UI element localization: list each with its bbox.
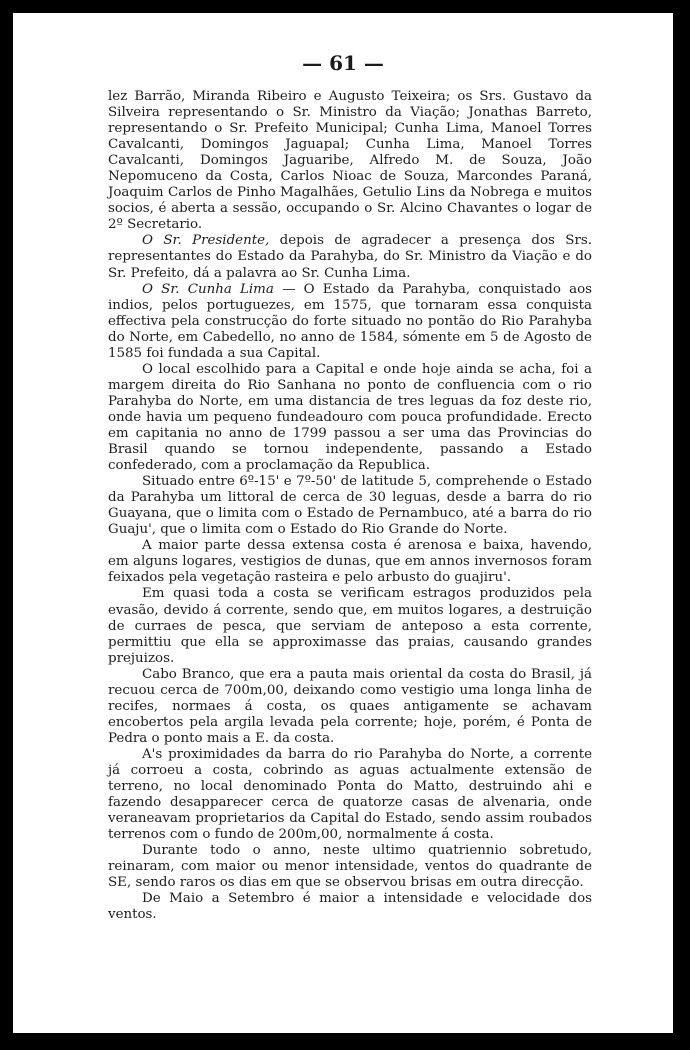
paragraph-7: Em quasi toda a costa se verificam estragos produzidos pela evasão, devido á corrente, sendo que, em muitos logares, a destruição de curraes de pesca, que serviam de anteposo a esta corrente, permittiu que ella se approximasse das praias, causando grandes prejuizos.	[108, 586, 592, 666]
paragraph-10: Durante todo o anno, neste ultimo quatriennio sobretudo, reinaram, com maior ou menor intensidade, ventos do quadrante de SE, sendo raros os dias em que se observou brisas em outra direcção.	[108, 843, 592, 891]
paragraph-5: Situado entre 6º-15' e 7º-50' de latitude 5, comprehende o Estado da Parahyba um littoral de cerca de 30 leguas, desde a barra do rio Guayana, que o limita com o Estado de Pernambuco, até a barra do rio Guaju', que o limita com o Estado do Rio Grande do Norte.	[108, 474, 592, 538]
paragraph-1: lez Barrão, Miranda Ribeiro e Augusto Teixeira; os Srs. Gustavo da Silveira representando o Sr. Ministro da Viação; Jonathas Barreto, representando o Sr. Prefeito Municipal; Cunha Lima, Manoel Torres Cavalcanti, Domingos Jaguapal; Cunha Lima, Manoel Torres Cavalcanti, Domingos Jaguaribe, Alfredo M. de Souza, João Nepomuceno da Costa, Carlos Nioac de Souza, Marcondes Paraná, Joaquim Carlos de Pinho Magalhães, Getulio Lins da Nobrega e muitos socios, é aberta a sessão, occupando o Sr. Alcino Chavantes o logar de 2º Secretario.	[108, 89, 592, 233]
body-text	[108, 89, 592, 923]
page-number: — 61 —	[302, 51, 384, 75]
paragraph-11: De Maio a Setembro é maior a intensidade e velocidade dos ventos.	[108, 891, 592, 923]
paragraph-9: A's proximidades da barra do rio Parahyba do Norte, a corrente já corroeu a costa, cobrindo as aguas actualmente extensão de terreno, no local denominado Ponta do Matto, destruindo ahi e fazendo desapparecer cerca de quatorze casas de alvenaria, onde veraneavam proprietarios da Capital do Estado, sendo assim roubados terrenos com o fundo de 200m,00, normalmente á costa.	[108, 746, 592, 843]
paragraph-6: A maior parte dessa extensa costa é arenosa e baixa, havendo, em alguns logares, vestigios de dunas, que em annos invernosos foram feixados pela vegetação rasteira e pelo arbusto do guajiru'.	[108, 538, 592, 586]
paragraph-3: O Sr. Cunha Lima — O Estado da Parahyba, conquistado aos indios, pelos portuguezes, em 1575, que tornaram essa conquista effectiva pela construcção do forte situado no pontão do Rio Parahyba do Norte, em Cabedello, no anno de 1584, sómente em 5 de Agosto de 1585 foi fundada a sua Capital.	[108, 281, 592, 361]
paragraph-8: Cabo Branco, que era a pauta mais oriental da costa do Brasil, já recuou cerca de 700m,00, deixando como vestigio uma longa linha de recifes, normaes á costa, os quaes antigamente se achavam encobertos pela argila levada pela corrente; hoje, porém, é Ponta de Pedra o ponto mais a E. da costa.	[108, 666, 592, 746]
speaker-cunha-lima: O Sr. Cunha Lima	[142, 281, 274, 297]
paragraph-2: O Sr. Presidente, depois de agradecer a presença dos Srs. representantes do Estado da Parahyba, do Sr. Ministro da Viação e do Sr. Prefeito, dá a palavra ao Sr. Cunha Lima.	[108, 233, 592, 281]
speaker-presidente: O Sr. Presidente,	[142, 233, 270, 249]
paragraph-4: O local escolhido para a Capital e onde hoje ainda se acha, foi a margem direita do Rio Sanhana no ponto de confluencia com o rio Parahyba do Norte, em uma distancia de tres leguas da foz deste rio, onde havia um pequeno fundeadouro com pouca profundidade. Erecto em capitania no anno de 1799 passou a ser uma das Provincias do Brasil quando se tornou independente, passando a Estado confederado, com a proclamação da Republica.	[108, 361, 592, 474]
document-page	[13, 13, 673, 1033]
